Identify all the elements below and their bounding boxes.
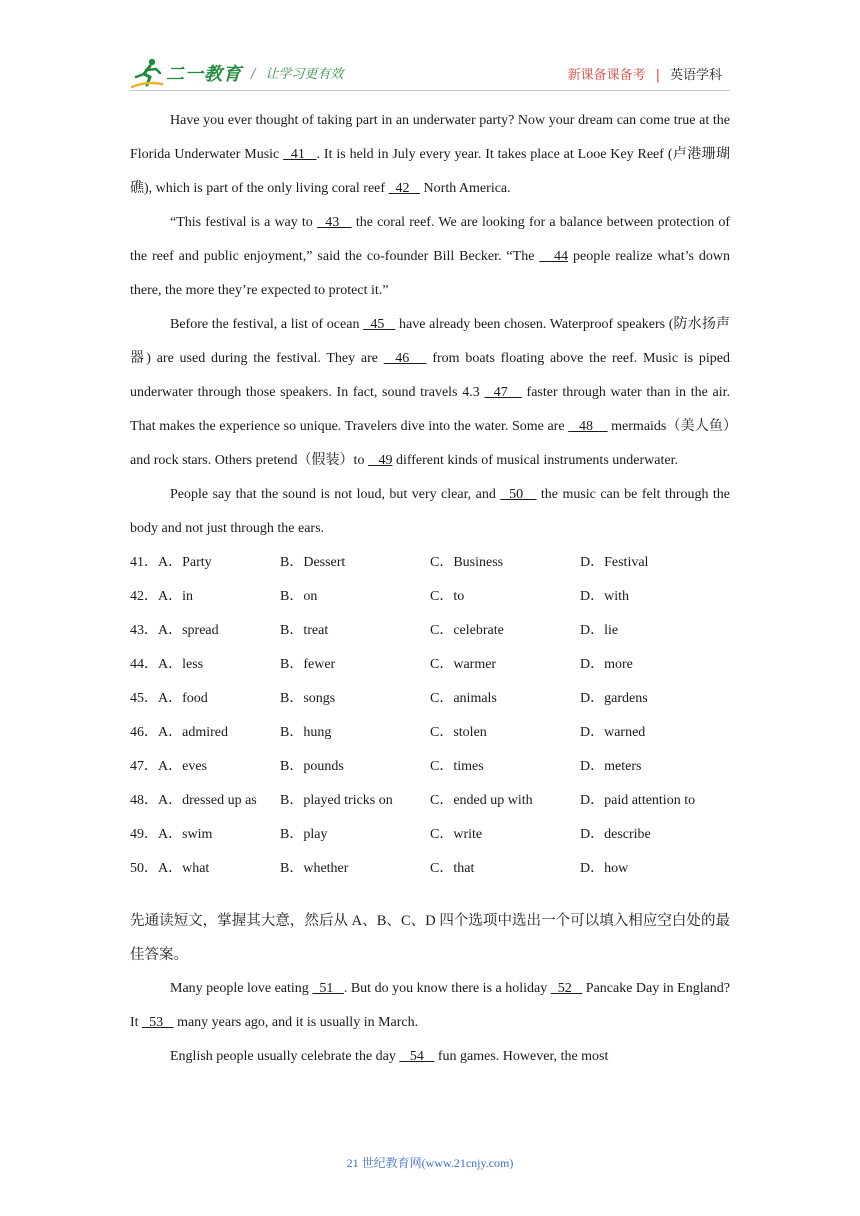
option-c: C．animals <box>430 691 497 706</box>
blank-46: 46 <box>383 351 427 366</box>
blank-50: 50 <box>500 487 537 502</box>
option-d: D．warned <box>580 725 646 740</box>
option-c: C．ended up with <box>430 793 533 808</box>
blank-51: 51 <box>312 981 344 996</box>
question-number: 43． <box>130 623 158 638</box>
header-separator: | <box>655 68 660 83</box>
paragraph-text: North America. <box>420 181 511 196</box>
blank-54: 54 <box>399 1049 435 1064</box>
option-a <box>130 818 280 852</box>
option-d: D．gardens <box>580 691 648 706</box>
option-row <box>130 546 730 580</box>
header-subject <box>568 64 722 83</box>
option-row <box>130 614 730 648</box>
logo <box>130 56 242 90</box>
option-b: B．whether <box>280 861 349 876</box>
paragraph-text: “This festival is a way to <box>170 215 317 230</box>
logo-text: 二一教育 <box>166 64 242 85</box>
header-divider-line <box>130 90 730 91</box>
option-d: D．more <box>580 657 633 672</box>
paragraph-text: different kinds of musical instruments underwater. <box>392 453 678 468</box>
option-row <box>130 784 730 818</box>
option-a <box>130 614 280 648</box>
option-text: A．dressed up as <box>158 793 257 808</box>
paragraph-text: English people usually celebrate the day <box>170 1049 400 1064</box>
slogan <box>251 63 343 82</box>
option-a <box>130 716 280 750</box>
blank-44: 44 <box>539 249 569 264</box>
option-row <box>130 716 730 750</box>
header-course-label: 新课备课备考 <box>567 68 646 83</box>
slash-divider: / <box>251 67 256 82</box>
option-d: D．Festival <box>580 555 649 570</box>
paragraph-text: Pancake Day in England? It <box>130 981 731 1030</box>
paragraph-text: Before the festival, a list of ocean <box>170 317 364 332</box>
paragraph-text: . But do you know there is a holiday <box>343 981 551 996</box>
question-number: 42． <box>130 589 158 604</box>
paragraph-text: the music can be felt through the body and not just through the ears. <box>130 487 731 536</box>
paragraph-text: Many people love eating <box>170 981 313 996</box>
option-b: B．hung <box>280 725 332 740</box>
option-d: D．lie <box>580 623 619 638</box>
option-b: B．play <box>280 827 328 842</box>
option-b: B．on <box>280 589 318 604</box>
paragraph-text: . It is held in July every year. It takes place at Looe Key Reef (卢港珊瑚礁), which is part of the only living coral reef <box>130 147 730 196</box>
option-a <box>130 546 280 580</box>
question-number: 50． <box>130 861 158 876</box>
option-c: C．Business <box>430 555 504 570</box>
paragraph-text: People say that the sound is not loud, but very clear, and <box>170 487 501 502</box>
option-a <box>130 580 280 614</box>
paragraph-text: people realize what’s down there, the more they’re expected to protect it.” <box>130 249 730 298</box>
option-text: A．in <box>158 589 193 604</box>
option-c: C．write <box>430 827 483 842</box>
option-b: B．pounds <box>280 759 344 774</box>
paragraph-text: fun games. However, the most <box>434 1049 609 1064</box>
blank-43: 43 <box>316 215 352 230</box>
question-number: 44． <box>130 657 158 672</box>
option-d: D．with <box>580 589 629 604</box>
option-text: A．Party <box>158 555 212 570</box>
slogan-text: 让学习更有效 <box>265 67 344 82</box>
option-row <box>130 648 730 682</box>
option-c: C．stolen <box>430 725 487 740</box>
option-row <box>130 750 730 784</box>
question-number: 47． <box>130 759 158 774</box>
passage-paragraph-2 <box>130 206 730 308</box>
option-c: C．to <box>430 589 465 604</box>
blank-53: 53 <box>142 1015 174 1030</box>
option-text: A．what <box>158 861 210 876</box>
option-text: A．eves <box>158 759 207 774</box>
paragraph-text: Have you ever thought of taking part in an underwater party? Now your dream can come true at the Florida Underwater Music <box>130 113 730 162</box>
blank-41: 41 <box>283 147 317 162</box>
option-d: D．meters <box>580 759 642 774</box>
blank-52: 52 <box>550 981 583 996</box>
blank-48: 48 <box>568 419 608 434</box>
option-c: C．warmer <box>430 657 497 672</box>
passage-paragraph-3 <box>130 308 730 478</box>
question-number: 48． <box>130 793 158 808</box>
question-number: 46． <box>130 725 158 740</box>
paragraph-text: faster through water than in the air. That makes the experience so unique. Travelers dive into the water. Some are <box>130 385 730 434</box>
option-text: A．swim <box>158 827 213 842</box>
option-row <box>130 818 730 852</box>
page-footer: 21 世纪教育网(www.21cnjy.com) <box>346 1156 514 1170</box>
paragraph-text: many years ago, and it is usually in March. <box>173 1015 419 1030</box>
option-a <box>130 682 280 716</box>
option-d: D．paid attention to <box>580 793 696 808</box>
section-instruction: 先通读短文，掌握其大意，然后从 A、B、C、D 四个选项中选出一个可以填入相应空白处的最佳答案。 <box>130 913 730 963</box>
option-d: D．how <box>580 861 629 876</box>
option-a <box>130 784 280 818</box>
page-header <box>130 52 730 92</box>
passage-paragraph-1 <box>130 104 730 206</box>
running-figure-icon <box>130 57 164 89</box>
option-text: A．admired <box>158 725 228 740</box>
options-list <box>130 546 730 886</box>
option-d: D．describe <box>580 827 651 842</box>
paragraph-text: from boats floating above the reef. Music is piped underwater through those speakers. In fact, sound travels 4.3 <box>130 351 731 400</box>
option-b: B．played tricks on <box>280 793 393 808</box>
option-text: A．food <box>158 691 208 706</box>
option-c: C．that <box>430 861 475 876</box>
question-number: 41． <box>130 555 158 570</box>
option-text: A．less <box>158 657 204 672</box>
option-row <box>130 852 730 886</box>
header-subject-label: 英语学科 <box>669 68 722 83</box>
option-text: A．spread <box>158 623 219 638</box>
option-row <box>130 580 730 614</box>
option-a <box>130 648 280 682</box>
main-content <box>130 104 730 1074</box>
option-row <box>130 682 730 716</box>
paragraph-text: the coral reef. We are looking for a balance between protection of the reef and public enjoyment,” said the co-founder Bill Becker. “The <box>130 215 731 264</box>
blank-49: 49 <box>367 453 393 468</box>
option-b: B．songs <box>280 691 336 706</box>
option-a <box>130 852 280 886</box>
option-b: B．fewer <box>280 657 336 672</box>
paragraph-text: mermaids（美人鱼）and rock stars. Others pretend（假装）to <box>130 419 730 468</box>
question-number: 49． <box>130 827 158 842</box>
passage-paragraph-4 <box>130 478 730 546</box>
blank-47: 47 <box>484 385 522 400</box>
passage2-paragraph-2 <box>130 1040 730 1074</box>
blank-42: 42 <box>388 181 421 196</box>
option-b: B．treat <box>280 623 329 638</box>
passage2-paragraph-1 <box>130 972 730 1040</box>
blank-45: 45 <box>363 317 396 332</box>
option-a <box>130 750 280 784</box>
option-b: B．Dessert <box>280 555 346 570</box>
question-number: 45． <box>130 691 158 706</box>
option-c: C．celebrate <box>430 623 504 638</box>
option-c: C．times <box>430 759 484 774</box>
paragraph-text: have already been chosen. Waterproof speakers (防水扬声器) are used during the festival. They are <box>130 317 730 366</box>
